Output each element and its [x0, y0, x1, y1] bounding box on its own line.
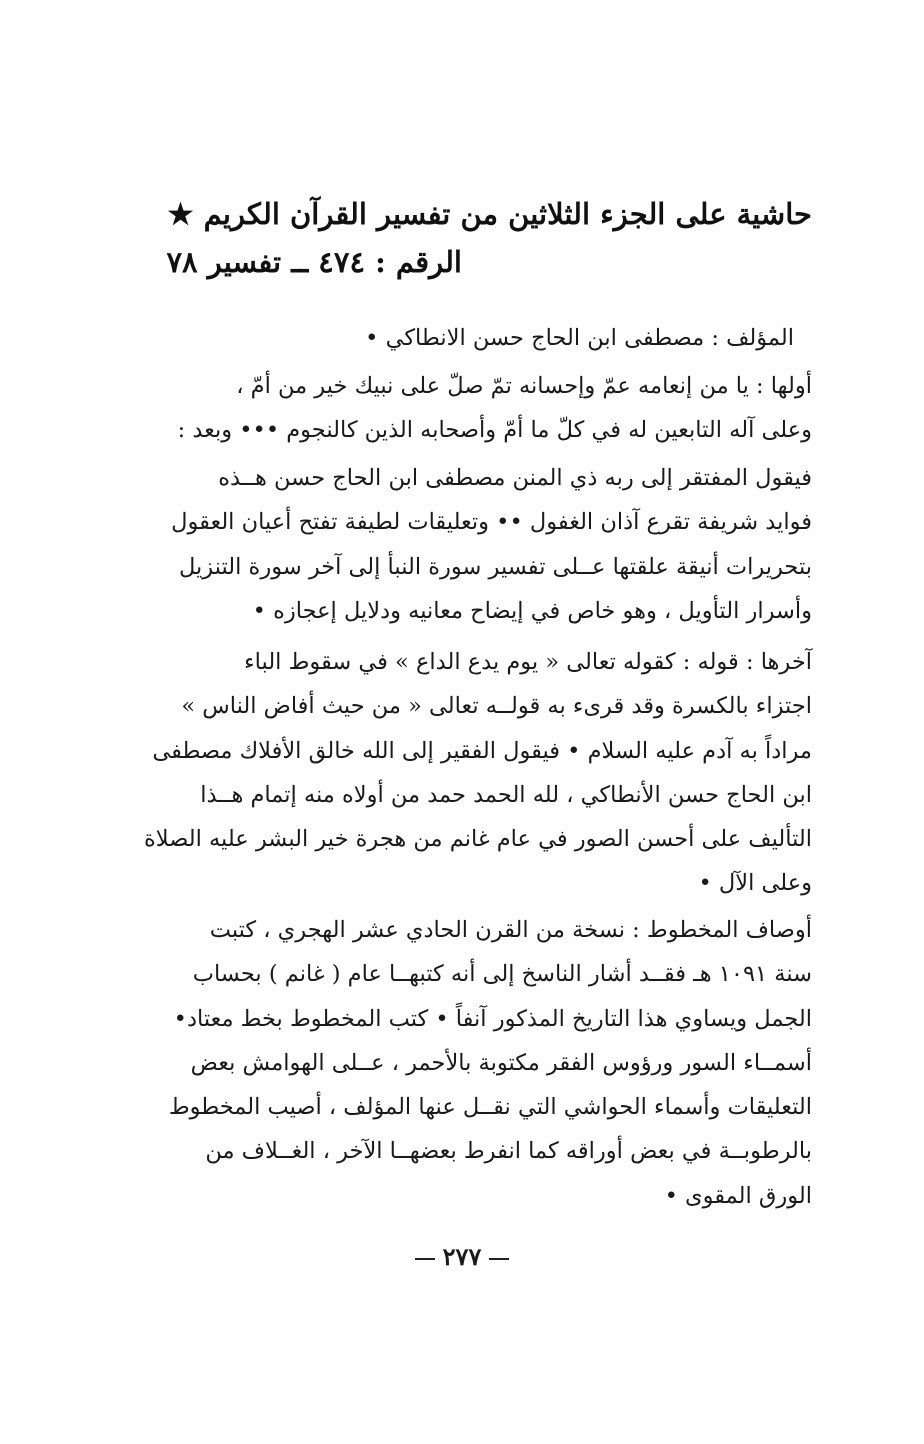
author-line: المؤلف : مصطفى ابن الحاج حسن الانطاكي •	[365, 325, 794, 351]
page-number-dash	[415, 1258, 435, 1260]
text-line: فيقول المفتقر إلى ربه ذي المنن مصطفى ابن الحاج حسن هــذه	[218, 465, 812, 491]
catalog-number: الرقم : ٤٧٤ ــ تفسير ٧٨	[166, 245, 462, 279]
text-line: التأليف على أحسن الصور في عام غانم من هجرة خير البشر عليه الصلاة	[143, 826, 812, 853]
text-line: فوايد شريفة تقرع آذان الغفول •• وتعليقات لطيفة تفتح أعيان العقول	[171, 509, 812, 536]
text-line: ابن الحاج حسن الأنطاكي ، لله الحمد حمد من أولاه منه إتمام هــذا	[200, 781, 812, 808]
colophon-paragraph	[112, 640, 812, 906]
text-line: بالرطوبــة في بعض أوراقه كما انفرط بعضهــا الآخر ، الغــلاف من	[205, 1138, 812, 1165]
heading-title: حاشية على الجزء الثلاثين من تفسير القرآن الكريم ★	[167, 197, 812, 231]
page-number-dash	[489, 1258, 509, 1260]
text-line: أولها : يا من إنعامه عمّ وإحسانه تمّ صلّ على نبيك خير من أمّ ،	[236, 373, 812, 399]
manuscript-description-paragraph	[112, 908, 812, 1218]
text-line: سنة ١٠٩١ هـ فقــد أشار الناسخ إلى أنه كتبهــا عام ( غانم ) بحساب	[192, 961, 812, 988]
text-line: الجمل ويساوي هذا التاريخ المذكور آنفاً • كتب المخطوط بخط معتاد•	[173, 1005, 812, 1032]
text-line: وأسرار التأويل ، وهو خاص في إيضاح معانيه ودلايل إعجازه •	[252, 597, 812, 624]
page-number-value: ٢٧٧	[442, 1242, 482, 1271]
incipit-body-paragraph	[112, 456, 812, 633]
incipit-paragraph	[112, 364, 812, 453]
text-line: مراداً به آدم عليه السلام • فيقول الفقير إلى الله خالق الأفلاك مصطفى	[152, 737, 812, 764]
text-line: أسمــاء السور ورؤوس الفقر مكتوبة بالأحمر ، عــلى الهوامش بعض	[190, 1049, 812, 1076]
text-line: اجتزاء بالكسرة وقد قرىء به قولــه تعالى « من حيث أفاض الناس »	[181, 693, 812, 720]
text-line: آخرها : قوله : كقوله تعالى « يوم يدع الداع » في سقوط الباء	[244, 649, 812, 675]
text-line: أوصاف المخطوط : نسخة من القرن الحادي عشر الهجري ، كتبت	[209, 917, 812, 943]
text-line: الورق المقوى •	[664, 1182, 812, 1209]
text-line: وعلى الآل •	[698, 870, 812, 897]
text-line: التعليقات وأسماء الحواشي التي نقــل عنها المؤلف ، أصيب المخطوط	[168, 1094, 812, 1121]
page-number	[0, 1242, 924, 1271]
text-line: بتحريرات أنيقة علقتها عــلى تفسير سورة النبأ إلى آخر سورة التنزيل	[178, 553, 812, 580]
text-line: وعلى آله التابعين له في كلّ ما أمّ وأصحابه الذين كالنجوم ••• وبعد :	[177, 417, 812, 444]
